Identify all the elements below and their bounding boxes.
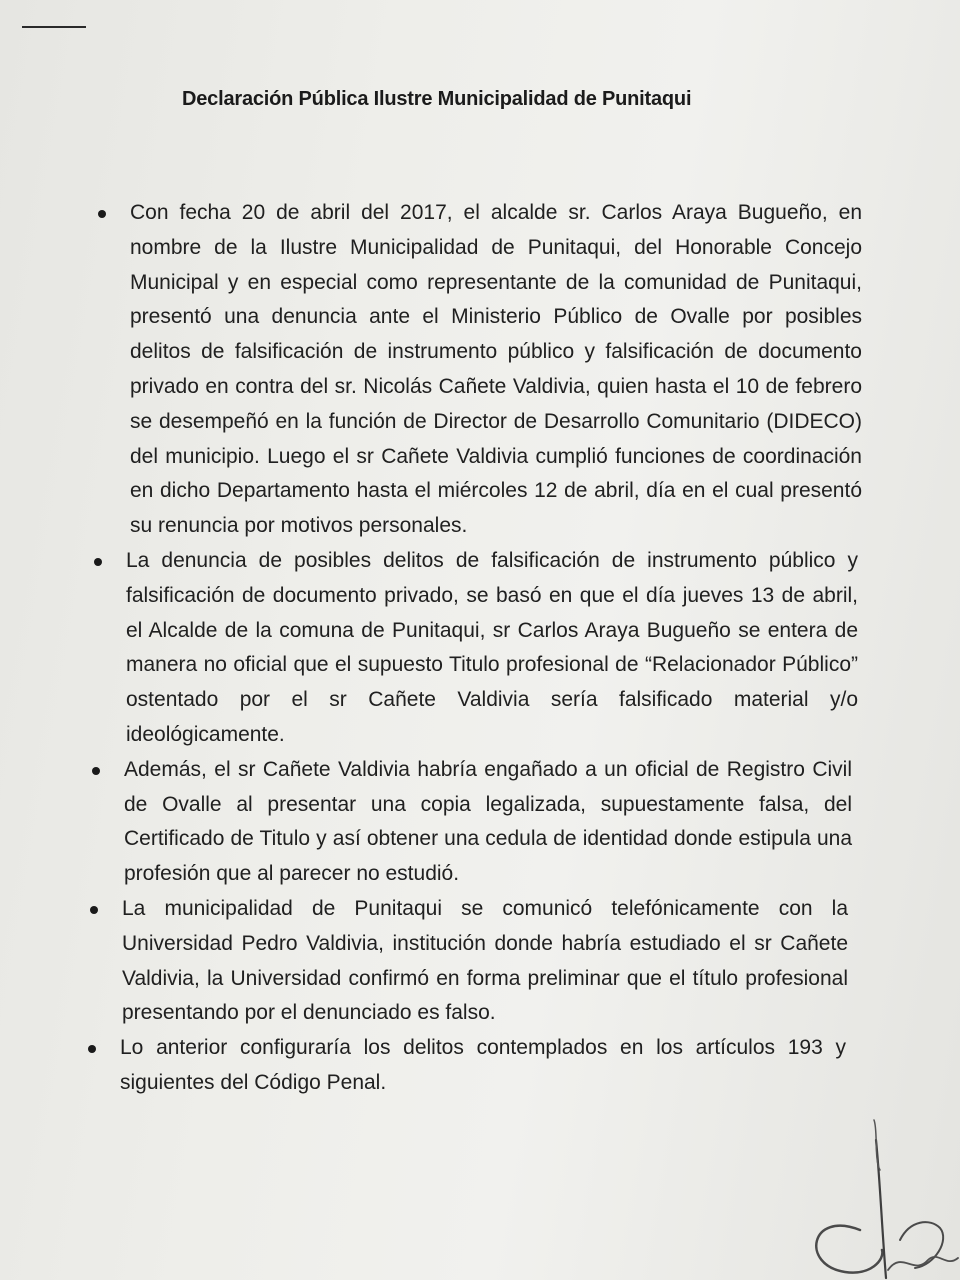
handwritten-signature bbox=[790, 1100, 960, 1280]
statement-paragraph-4: La municipalidad de Punitaqui se comunicó telefónicamente con la Universidad Pedro Valdivia, institución donde habría estudiado el sr Cañete Valdivia, la Universidad confirmó en forma preliminar que el título profesional presentando por el denunciado es falso. bbox=[82, 892, 848, 1031]
statement-paragraph-2: La denuncia de posibles delitos de falsificación de instrumento público y falsificación de documento privado, se basó en que el día jueves 13 de abril, el Alcalde de la comuna de Punitaqui, sr Carlos Araya Bugueño se entera de manera no oficial que el supuesto Titulo profesional de “Relacionador Público” ostentado por el sr Cañete Valdivia sería falsificado material y/o ideológicamente. bbox=[86, 544, 858, 753]
document-title: Declaración Pública Ilustre Municipalidad de Punitaqui bbox=[182, 88, 692, 110]
statement-paragraph-5: Lo anterior configuraría los delitos contemplados en los artículos 193 y siguientes del Código Penal. bbox=[80, 1031, 846, 1101]
statement-paragraph-1: Con fecha 20 de abril del 2017, el alcalde sr. Carlos Araya Bugueño, en nombre de la Ilustre Municipalidad de Punitaqui, del Honorable Concejo Municipal y en especial como representante de la comunidad de Punitaqui, presentó una denuncia ante el Ministerio Público de Ovalle por posibles delitos de falsificación de instrumento público y falsificación de documento privado en contra del sr. Nicolás Cañete Valdivia, quien hasta el 10 de febrero se desempeñó en la función de Director de Desarrollo Comunitario (DIDECO) del municipio. Luego el sr Cañete Valdivia cumplió funciones de coordinación en dicho Departamento hasta el miércoles 12 de abril, día en el cual presentó su renuncia por motivos personales. bbox=[90, 196, 862, 544]
statement-list bbox=[90, 196, 872, 1101]
statement-paragraph-3: Además, el sr Cañete Valdivia habría engañado a un oficial de Registro Civil de Ovalle al presentar una copia legalizada, supuestamente falsa, del Certificado de Titulo y así obtener una cedula de identidad donde estipula una profesión que al parecer no estudió. bbox=[84, 753, 852, 892]
header-rule bbox=[22, 26, 86, 28]
